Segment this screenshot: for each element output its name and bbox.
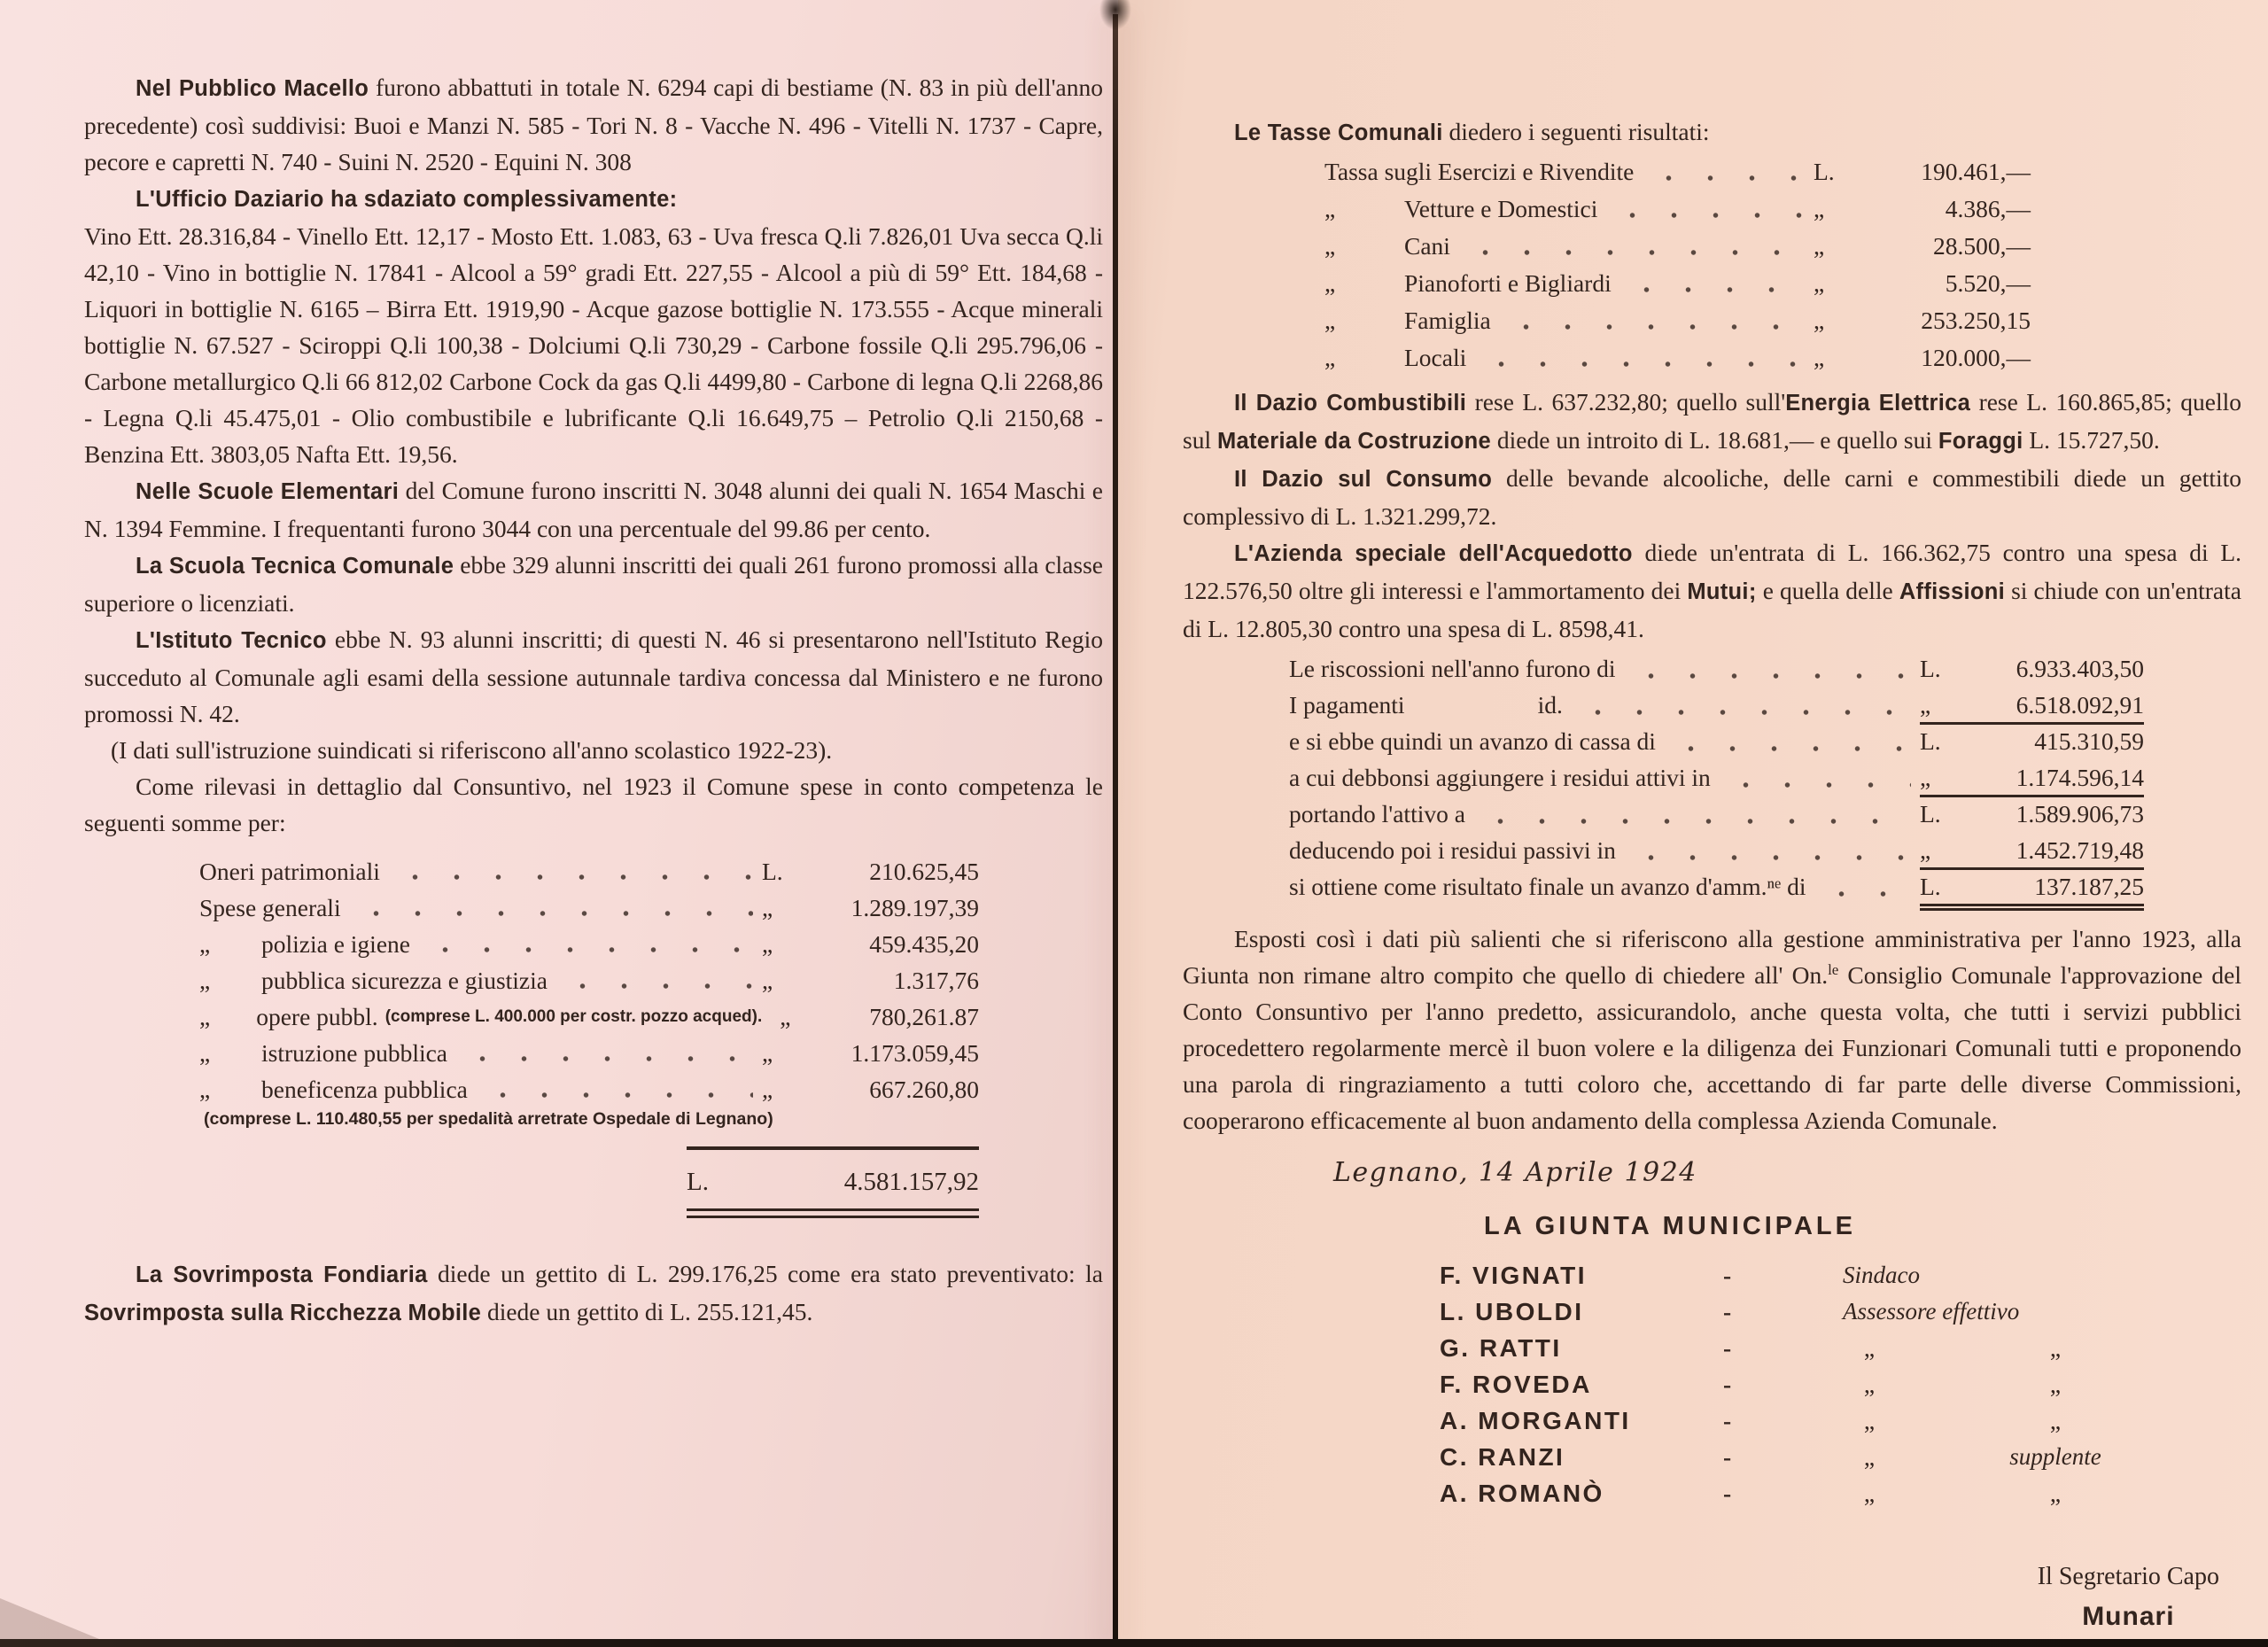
paragraph-dazio-combustibili: Il Dazio Combustibili rese L. 637.232,80; quello sull'Energia Elettrica rese L. 160.865,85; quello sul Materiale da Costruzione diede un introito di L. 18.681,— e quello sui Foraggi L. 15.727,50. [1183,388,2241,454]
riscossioni-row-amount: 137.187,25 [2034,873,2144,900]
spese-table-row [84,962,979,998]
ditto-mark: „ [1324,232,1336,260]
page-left [0,0,1118,1647]
dot-leader [419,926,753,962]
paragraph-scuole-elementari: Nelle Scuole Elementari del Comune furono inscritti N. 3048 alunni dei quali N. 1654 Maschi e N. 1394 Femmine. I frequentanti furono 3044 con una percentuale del 99.86 per cento. [84,477,1103,542]
secretary-title: Il Segretario Capo [2037,1563,2219,1590]
ditto-mark: „ [1324,269,1336,297]
currency-symbol: „ [762,1076,773,1103]
member-role: „ [1863,1480,1876,1507]
riscossioni-row-label: e si ebbe quindi un avanzo di cassa di [1289,727,1656,755]
riscossioni-table-row [1183,688,2144,725]
giunta-member-row [1440,1402,2241,1439]
dash-separator: - [1723,1407,1732,1434]
riscossioni-table-row [1183,652,2144,688]
tasse-table-row [1183,302,2031,339]
giunta-member-row [1440,1439,2241,1475]
tasse-row-label: Vetture e Domestici [1404,195,1598,222]
currency-symbol: L. [1920,800,1941,827]
tasse-row-amount: 4.386,— [1945,195,2031,222]
dot-leader [1643,153,1805,190]
ditto-mark: „ [1324,344,1336,371]
currency-symbol: L. [762,858,783,885]
riscossioni-row-label: Le riscossioni nell'anno furono di [1289,655,1616,682]
dot-leader [1620,265,1805,302]
riscossioni-row-money [1920,870,2144,906]
spese-inline-note: (comprese L. 400.000 per costr. pozzo acqued). [384,1006,763,1026]
member-role: „ [1863,1407,1876,1434]
dash-separator: - [1723,1298,1732,1325]
member-name: G. RATTI [1440,1334,1562,1362]
spese-footnote: (comprese L. 110.480,55 per spedalità arretrate Ospedale di Legnano) [204,1109,773,1129]
spese-row-amount: 780,261.87 [869,1003,979,1030]
tasse-row-label: Pianoforti e Bigliardi [1404,269,1612,297]
secretary-name: Munari [2082,1602,2175,1631]
giunta-title: LA GIUNTA MUNICIPALE [1484,1212,1856,1240]
spese-table [84,853,1103,1107]
tasse-row-label: Cani [1404,232,1450,260]
dot-leader [1720,761,1911,797]
dot-leader [389,853,753,890]
dash-separator: - [1723,1480,1732,1507]
ditto-mark: „ [199,1003,211,1030]
member-role: „ [1863,1371,1876,1398]
member-name: L. UBOLDI [1440,1298,1584,1325]
riscossioni-row-amount: 6.518.092,91 [2016,691,2144,719]
riscossioni-table-row [1183,834,2144,870]
spese-row-amount: 667.260,80 [869,1076,979,1103]
riscossioni-row-money [1920,725,2144,761]
tasse-row-amount: 5.520,— [1945,269,2031,297]
giunta-member-row [1440,1257,2241,1294]
page-fold [1113,14,1118,1647]
spese-row-label: opere pubbl. [256,1003,378,1030]
dot-leader [456,1035,753,1071]
spese-row-amount: 1.317,76 [893,967,979,994]
paragraph-come-rilevasi: Come rilevasi in dettaglio dal Consuntivo, nel 1923 il Comune spese in conto competenza le seguenti somme per: [84,773,1103,836]
paragraph-sovrimposta: La Sovrimposta Fondiaria diede un gettito di L. 299.176,25 come era stato preventivato: la Sovrimposta sulla Ricchezza Mobile diede un gettito di L. 255.121,45. [84,1260,1103,1325]
currency-symbol: „ [762,894,773,921]
ditto-mark: „ [199,967,211,994]
paragraph-scuola-tecnica: La Scuola Tecnica Comunale ebbe 329 alunni inscritti dei quali 261 furono promossi alla classe superiore o licenziati. [84,551,1103,617]
member-role-qualifier: supplente [2009,1443,2101,1470]
dot-leader [1625,834,1911,870]
paragraph-merci-sdaziate: Vino Ett. 28.316,84 - Vinello Ett. 12,17 - Mosto Ett. 1.083, 63 - Uva fresca Q.li 7.826,01 Uva secca Q.li 42,10 - Vino in bottiglie N. 17841 - Alcool a 59° gradi Ett. 227,55 - Alcool a più di 59° Ett. 184,68 - Liquori in bottiglie N. 6165 – Birra Ett. 1919,90 - Acque gazose bottiglie N. 173.555 - Acque minerali bottiglie N. 67.527 - Sciroppi Q.li 100,38 - Dolciumi Q.li 730,29 - Carbone fossile Q.li 295.796,06 - Carbone metallurgico Q.li 66 812,02 Carbone Cock da gas Q.li 4499,80 - Carbone di legna Q.li 2268,86 - Legna Q.li 45.475,01 - Olio combustibile e lubrificante Q.li 16.649,75 – Petrolio Q.li 2150,68 - Benzina Ett. 3803,05 Nafta Ett. 19,56. [84,222,1103,468]
riscossioni-row-label: I pagamenti [1289,691,1405,719]
member-name: F. VIGNATI [1440,1262,1588,1289]
currency-symbol: „ [1814,344,1825,371]
dot-leader [1475,339,1805,377]
riscossioni-row-amount: 1.589.906,73 [2016,800,2144,827]
member-role-qualifier: „ [2049,1407,2062,1434]
currency-symbol: „ [1920,691,1931,719]
member-name: C. RANZI [1440,1443,1565,1471]
riscossioni-table-row [1183,761,2144,797]
member-role-qualifier: „ [2049,1480,2062,1507]
riscossioni-table-row [1183,725,2144,761]
dash-separator: - [1723,1443,1732,1471]
riscossioni-row-money [1920,797,2144,834]
riscossioni-row-label-2: id. [1537,691,1563,719]
member-role: Assessore effettivo [1843,1298,2020,1325]
spese-row-amount: 1.289.197,39 [850,894,979,921]
dot-leader [1474,797,1911,834]
dot-leader [1665,725,1911,761]
tasse-row-amount: 120.000,— [1921,344,2031,371]
riscossioni-row-money [1920,834,2144,870]
paragraph-azienda-acquedotto: L'Azienda speciale dell'Acquedotto diede un'entrata di L. 166.362,75 contro una spesa di L. 122.576,50 oltre gli interessi e l'ammortamento dei Mutui; e quella delle Affissioni si chiude con un'entrata di L. 12.805,30 contro una spesa di L. 8598,41. [1183,539,2241,642]
ditto-mark: „ [199,1039,211,1067]
tasse-table [1183,153,2241,377]
currency-symbol: L. [1920,655,1941,682]
ditto-mark: „ [1324,307,1336,334]
total-rule-top [687,1146,979,1150]
riscossioni-row-amount: 6.933.403,50 [2016,655,2144,682]
dot-leader [1815,870,1912,906]
secretary-block [2038,1559,2219,1632]
member-name: F. ROVEDA [1440,1371,1592,1398]
riscossioni-row-money [1920,652,2144,688]
dot-leader [556,962,753,998]
member-role-qualifier: „ [2049,1334,2062,1362]
paragraph-esposti: Esposti così i dati più salienti che si riferiscono alla gestione amministrativa per l'anno 1923, alla Giunta non rimane altro compito che quello di chiedere all' On.$^{le}$ Consiglio Comunale l'approvazione del Conto Consuntivo per l'anno predetto, assicurandolo, anche questa volta, che tutti i servizi pubblici procedettero regolarmente mercè il buon volere e la diligenza dei Funzionari Comunali tutti e proponendo una parola di ringraziamento a tutti coloro che, accettando di far parte delle diverse Commissioni, cooperarono efficacemente al buon andamento della complessa Azienda Comunale. [1183,925,2241,1134]
riscossioni-row-money [1920,761,2144,797]
spese-total-block [687,1146,979,1218]
member-role-qualifier: „ [2049,1371,2062,1398]
giunta-member-row [1440,1330,2241,1366]
paragraph-tasse-intro: Le Tasse Comunali diedero i seguenti risultati: [1234,118,1710,145]
riscossioni-row-label: deducendo poi i residui passivi in [1289,836,1616,864]
tasse-table-row [1183,339,2031,377]
dot-leader [477,1071,753,1107]
ditto-mark: „ [199,1076,211,1103]
spese-table-row [84,926,979,962]
riscossioni-table-row [1183,797,2144,834]
riscossioni-row-label: a cui debbonsi aggiungere i residui attivi in [1289,764,1711,791]
right-page-content [1183,113,2241,1511]
spese-table-row [84,1035,979,1071]
giunta-member-row [1440,1475,2241,1511]
member-role: „ [1863,1334,1876,1362]
scan-corner-shadow [0,1598,99,1639]
spese-table-row [84,853,979,890]
currency-symbol: „ [762,967,773,994]
currency-symbol: „ [762,930,773,958]
paragraph-dazio-consumo: Il Dazio sul Consumo delle bevande alcooliche, delle carni e commestibili diede un gettito complessivo di L. 1.321.299,72. [1183,464,2242,530]
riscossioni-row-label: portando l'attivo a [1289,800,1465,827]
tasse-table-row [1183,228,2031,265]
total-rule-bottom [687,1208,979,1218]
spese-row-amount: 1.173.059,45 [850,1039,979,1067]
spese-row-label: Spese generali [199,894,341,921]
paragraph-nota-istruzione: (I dati sull'istruzione suindicati si riferiscono all'anno scolastico 1922-23). [111,736,833,764]
giunta-member-row [1440,1294,2241,1330]
tasse-table-row [1183,265,2031,302]
dot-leader [1625,652,1912,688]
tasse-table-row [1183,153,2031,190]
tasse-row-amount: 190.461,— [1921,158,2031,185]
spese-row-amount: 459.435,20 [869,930,979,958]
paragraph-istituto-tecnico: L'Istituto Tecnico ebbe N. 93 alunni inscritti; di questi N. 46 si presentarono nell'Istituto Regio succeduto al Comunale agli esami della sessione autunnale tardiva concessa dal Ministero e ne furono promossi N. 42. [84,625,1103,727]
currency-symbol: „ [1814,269,1825,297]
spese-table-row [84,998,979,1035]
currency-symbol: „ [780,1003,791,1030]
spese-row-label: Oneri patrimoniali [199,858,380,885]
currency-symbol: L. [1814,158,1835,185]
dash-separator: - [1723,1262,1732,1289]
riscossioni-row-amount: 415.310,59 [2034,727,2144,755]
dot-leader [350,890,753,926]
spese-table-row [84,890,979,926]
tasse-row-label: Locali [1404,344,1467,371]
spese-total-row [687,1162,979,1201]
tasse-row-label: Tassa sugli Esercizi e Rivendite [1324,158,1635,185]
giunta-member-row [1440,1366,2241,1402]
riscossioni-row-amount: 1.452.719,48 [2016,836,2144,864]
currency-symbol: L. [1920,727,1941,755]
member-role: Sindaco [1843,1262,1920,1288]
currency-symbol: „ [1814,195,1825,222]
dash-separator: - [1723,1334,1732,1362]
ditto-mark: „ [199,930,211,958]
giunta-members-list [1440,1257,2241,1511]
dot-leader [1606,190,1805,228]
tasse-table-row [1183,190,2031,228]
member-role: „ [1863,1443,1876,1471]
riscossioni-table [1183,652,2241,906]
tasse-row-label: Famiglia [1404,307,1491,334]
currency-symbol: „ [1920,764,1931,791]
tasse-row-amount: 28.500,— [1933,232,2031,260]
spese-row-label: beneficenza pubblica [261,1076,468,1103]
riscossioni-table-row [1183,870,2144,906]
currency-symbol: „ [1920,836,1931,864]
riscossioni-row-amount: 1.174.596,14 [2016,764,2144,791]
member-name: A. MORGANTI [1440,1407,1631,1434]
page-right [1118,0,2268,1647]
spese-row-amount: 210.625,45 [869,858,979,885]
spese-row-label: pubblica sicurezza e giustizia [261,967,548,994]
riscossioni-row-money [1920,688,2144,725]
currency-symbol: „ [1814,232,1825,260]
dot-leader [1459,228,1805,265]
currency-symbol: „ [762,1039,773,1067]
spese-total-amount: 4.581.157,92 [843,1168,979,1196]
currency-symbol: L. [1920,873,1941,900]
currency-symbol: L. [687,1168,709,1196]
member-name: A. ROMANÒ [1440,1480,1604,1507]
paragraph-ufficio-daziario: L'Ufficio Daziario ha sdaziato complessivamente: [136,187,678,212]
riscossioni-row-label: si ottiene come risultato finale un avanzo d'amm.ⁿᵉ di [1289,873,1806,900]
spese-table-row [84,1071,979,1107]
tasse-row-amount: 253.250,15 [1921,307,2031,334]
dateline: Legnano, 14 Aprile 1924 [1333,1157,1697,1188]
spese-row-label: istruzione pubblica [261,1039,448,1067]
left-page-content [84,69,1103,1332]
currency-symbol: „ [1814,307,1825,334]
dot-leader [1500,302,1805,339]
dot-leader [1572,688,1911,725]
spese-row-label: polizia e igiene [261,930,410,958]
ditto-mark: „ [1324,195,1336,222]
scan-bottom-edge [0,1639,2268,1647]
paragraph-pubblico-macello: Nel Pubblico Macello furono abbattuti in totale N. 6294 capi di bestiame (N. 83 in più dell'anno precedente) così suddivisi: Buoi e Manzi N. 585 - Tori N. 8 - Vacche N. 496 - Vitelli N. 1737 - Capre, pecore e capretti N. 740 - Suini N. 2520 - Equini N. 308 [84,74,1103,175]
dash-separator: - [1723,1371,1732,1398]
